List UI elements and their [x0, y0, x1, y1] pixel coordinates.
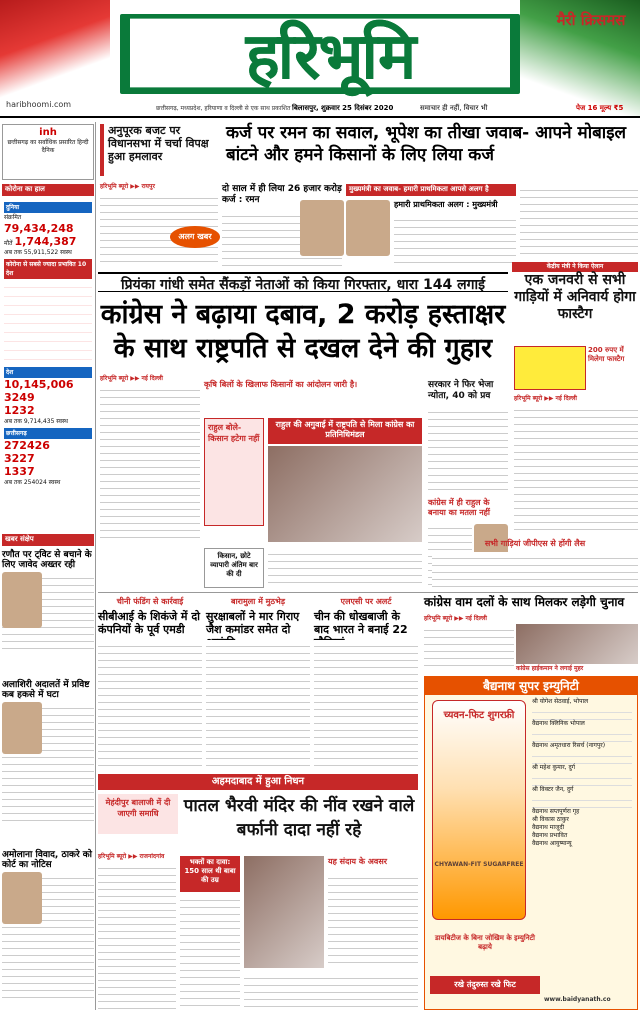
- lead-body: [100, 384, 200, 544]
- congress-left-headline[interactable]: कांग्रेस वाम दलों के साथ मिलकर लड़ेगी चुनाव: [424, 595, 625, 609]
- masthead-rule: [0, 116, 640, 118]
- portrait-photo: [2, 572, 42, 628]
- inh-ad[interactable]: [2, 124, 94, 180]
- baramula-label: बारामुला में मुठभेड़: [231, 597, 285, 606]
- country-table: [4, 279, 92, 365]
- lac-body: [314, 640, 418, 770]
- baramula-headline[interactable]: सुरक्षाबलों ने मार गिराए जैश कमांडर समेत दो: [206, 610, 300, 636]
- age-claim-box: भक्तों का दावा: 150 साल थी बाबा की उम्र: [180, 856, 240, 892]
- supplementary-budget-head[interactable]: अनुपूरक बजट पर विधानसभा में चर्चा विपक्ष हुआ हमलावर: [100, 124, 220, 176]
- rahul-congress-head[interactable]: कांग्रेस में ही राहुल के बनाया का मतला नहीं: [428, 498, 490, 517]
- left-story-3[interactable]: [2, 850, 94, 1010]
- world-dead: 1,744,387: [14, 235, 77, 248]
- portrait-photo: [2, 702, 42, 754]
- product-name-en: CHYAWAN-FIT SUGARFREE: [434, 861, 524, 868]
- cg-recovered: अब तक 254024 स्वस्थ: [4, 479, 61, 486]
- edition-line: छत्तीसगढ़, मध्यप्रदेश, हरियाणा व दिल्ली से एक साथ प्रकाशित: [156, 105, 291, 112]
- gps-head[interactable]: सभी गाड़ियां जीपीएस से होंगी लैस: [484, 539, 586, 548]
- testimonial: वैद्यनाथ प्रभावित: [532, 832, 568, 839]
- world-infected: 79,434,248: [4, 222, 74, 235]
- cg-dead: 1337: [4, 465, 35, 478]
- testimonial-text: [532, 750, 632, 764]
- fastag-headline[interactable]: एक जनवरी से सभी गाड़ियों में अनिवार्य होगा फास्टैग: [514, 272, 636, 322]
- lac-headline[interactable]: चीन की धोखबाजी के बाद भारत ने बनाई 22: [314, 610, 408, 636]
- bhupesh-photo: [346, 200, 390, 256]
- congress-caption: कांग्रेस हाईकमान ने लगाई मुहर: [516, 665, 584, 672]
- top-byline: हरिभूमि ब्यूरो ▶▶ रायपुर: [100, 183, 155, 190]
- top-right-body: [520, 184, 638, 258]
- masthead-title: हरिभूमि: [245, 19, 415, 94]
- cg-label: छत्तीसगढ़: [4, 428, 92, 439]
- testimonial: श्री योगेश सेठवाई, भोपाल: [532, 698, 589, 705]
- minister-tag: केंद्रीय मंत्री ने किया ऐलान: [512, 262, 638, 272]
- row2-byline: हरिभूमि ब्यूरो ▶▶ नई दिल्ली: [424, 615, 487, 622]
- world-label: दुनिया: [4, 202, 92, 213]
- testimonial-text: [532, 728, 632, 742]
- lead-byline: हरिभूमि ब्यूरो ▶▶ नई दिल्ली: [100, 375, 163, 382]
- ad-tagline: डायबिटीज के बिना जोखिम के इम्युनिटी बढ़ाये: [435, 934, 535, 951]
- christmas-greeting: मैरी क्रिसमस: [556, 11, 626, 29]
- country-table-title: कोरोना से सबसे ज्यादा प्रभावित 10 देश: [4, 259, 92, 279]
- news-brief-label: खबर संक्षेप: [2, 534, 94, 546]
- india-dead: 1232: [4, 404, 35, 417]
- barfani-photo-caption: [244, 972, 418, 1010]
- box2-head: यह संदाय के अवसर: [328, 857, 387, 866]
- world-recovered: अब तक 55,911,522 स्वस्थ: [4, 249, 72, 256]
- row2-rule: [98, 592, 638, 593]
- loan-debate-headline[interactable]: कर्ज पर रमन का सवाल, भूपेश का तीखा जवाब- आपने मोबाइल बांटने और हमने किसानों के लिए लिया कर्ज: [226, 123, 627, 165]
- website-url[interactable]: haribhoomi.com: [6, 100, 72, 109]
- baramula-body: [206, 640, 310, 770]
- alag-khabar-badge: अलग खबर: [170, 226, 220, 248]
- dateline: बिलासपुर, शुक्रवार 25 दिसंबर 2020: [292, 104, 394, 112]
- gps-body: [432, 552, 638, 588]
- left-story-1-head: रणौत पर ट्विट से बचाने के लिए जावेद अख्तर रही: [2, 550, 92, 570]
- raman-photo: [300, 200, 344, 256]
- testimonial: वैद्यनाथ आयुष्मान्यू: [532, 840, 572, 847]
- india-new: 3249: [4, 391, 35, 404]
- congress-photo: [516, 624, 638, 664]
- ad-slogan: रखे तंदुरुस्त रखे फिट: [430, 976, 540, 994]
- testimonial: श्री विक्टर जैन, दुर्ग: [532, 786, 574, 793]
- barfani-body-3: [328, 872, 418, 968]
- fastag-photo: [514, 346, 586, 390]
- product-name: च्यवन-फिट शुगरफ्री: [443, 710, 515, 721]
- testimonial-text: [532, 706, 632, 720]
- ad-url[interactable]: www.baidyanath.co: [544, 996, 611, 1003]
- slogan: समाचार ही नहीं, विचार भी: [420, 104, 488, 112]
- left-story-2-head: अलाशिरी अदालतें में प्रविष्ट कब हकसे में घटा: [2, 680, 90, 700]
- left-story-2[interactable]: [2, 680, 94, 830]
- corona-stats: [2, 198, 94, 486]
- testimonial-text: [532, 794, 632, 808]
- inh-ad-text: छत्तीसगढ़ का सर्वाधिक प्रसारित हिन्दी दैनिक: [7, 139, 89, 154]
- cbi-body: [98, 640, 202, 770]
- lead-headline[interactable]: कांग्रेस ने बढ़ाया दबाव, 2 करोड़ हस्ताक्षर के साथ राष्ट्रपति से दखल देने की गुहार: [100, 299, 506, 364]
- barfani-body-1: [98, 862, 176, 1010]
- delegation-photo: [268, 446, 422, 542]
- testimonial-text: [532, 772, 632, 786]
- christmas-decoration-left: [0, 0, 110, 100]
- testimonial: श्री महेश कुमार, दुर्ग: [532, 764, 576, 771]
- mid-right-head[interactable]: सरकार ने फिर भेजा न्योता, 40 को प्रव: [428, 380, 494, 401]
- world-infected-label: संक्रमित: [4, 214, 22, 221]
- barfani-byline: हरिभूमि ब्यूरो ▶▶ राजनांदगांव: [98, 853, 165, 860]
- barfani-headline[interactable]: पातल भैरवी मंदिर की नींव रखने वाले बर्फानी दादा नहीं रहे: [183, 796, 415, 840]
- left-story-1[interactable]: [2, 550, 94, 670]
- cm-priority-head[interactable]: हमारी प्राथमिकता अलग : मुख्यमंत्री: [394, 200, 498, 209]
- left-story-3-head: अमोलाना विवाद, ठाकरे को कोर्ट का नोटिस: [2, 850, 93, 870]
- cbi-label: चीनी फंडिंग से कार्रवाई: [116, 597, 184, 606]
- cm-priority-body: [394, 214, 516, 268]
- barfani-body-2: [180, 894, 240, 1010]
- congress-left-body: [424, 624, 514, 672]
- fastag-byline: हरिभूमि ब्यूरो ▶▶ नई दिल्ली: [514, 395, 577, 402]
- rahul-side-box[interactable]: राहुल बोले- किसान हटेगा नहीं: [204, 418, 264, 526]
- testimonial: वैद्यनाथ क्लिनिक भोपाल: [532, 720, 585, 727]
- testimonial: वैद्यनाथ सप्तपूर्णरा गृह: [532, 808, 580, 815]
- corona-label: कोरोना का हाल: [2, 184, 94, 196]
- testimonial: श्री विकास ठाकुर: [532, 816, 569, 823]
- lead-quote: कृषि बिलों के खिलाफ किसानों का आंदोलन जारी है।: [204, 380, 358, 389]
- inh-brand: inh: [39, 127, 57, 138]
- testimonial: वैद्यनाथ अमृतधारा रिसर्च (नागपुर): [532, 742, 606, 749]
- lac-label: एलएसी पर अलर्ट: [340, 597, 392, 606]
- india-recovered: अब तक 9,714,435 स्वस्थ: [4, 418, 69, 425]
- india-infected: 10,145,006: [4, 378, 74, 391]
- lead-kicker[interactable]: प्रियंका गांधी समेत सैंकड़ों नेताओं को किया गिरफ्तार, धारा 144 लगाई: [98, 272, 508, 292]
- fastag-body: [514, 404, 638, 534]
- raman-subhead[interactable]: दो साल में ही लिया 26 हजार करोड़ कर्ज : रमन: [222, 184, 342, 205]
- testimonial: वैद्यनाथ माजूदी: [532, 824, 565, 831]
- fastag-note: 200 रुपए में मिलेगा फास्टैग: [588, 346, 625, 363]
- lead-photo-caption: राहुल की अगुवाई में राष्ट्रपति से मिला कांग्रेस का प्रतिनिधिमंडल: [268, 418, 422, 444]
- world-dead-label: मौतें: [4, 240, 13, 247]
- ad-brand: बैद्यनाथ: [483, 679, 515, 693]
- ad-title: सुपर इम्युनिटी: [519, 679, 579, 693]
- product-pack: [432, 700, 526, 920]
- india-label: देश: [4, 367, 92, 378]
- testimonial-list: [528, 696, 636, 930]
- barfani-photo: [244, 856, 324, 968]
- cbi-headline[interactable]: सीबीआई के शिकंजे में दो कंपनियों के पूर्व एमडी: [98, 610, 201, 636]
- cg-new: 3227: [4, 452, 35, 465]
- price: पेज 16 मूल्य ₹5: [576, 104, 624, 112]
- samadhi-kicker: मेहंदीपुर बालाजी में दी जाएगी समाधि: [98, 794, 178, 834]
- cm-reply-strip: मुख्यमंत्री का जवाब- हमारी प्राथमिकता आपसे अलग है: [346, 184, 516, 196]
- mid-right-body: [428, 406, 508, 496]
- kisan-box: किसान, छोटे व्यापारी अंतिम बार की दी: [204, 548, 264, 588]
- delegation-body: [268, 548, 422, 588]
- portrait-photo: [2, 872, 42, 924]
- cg-infected: 272426: [4, 439, 50, 452]
- ahmedabad-strip: अहमदाबाद में हुआ निधन: [98, 774, 418, 790]
